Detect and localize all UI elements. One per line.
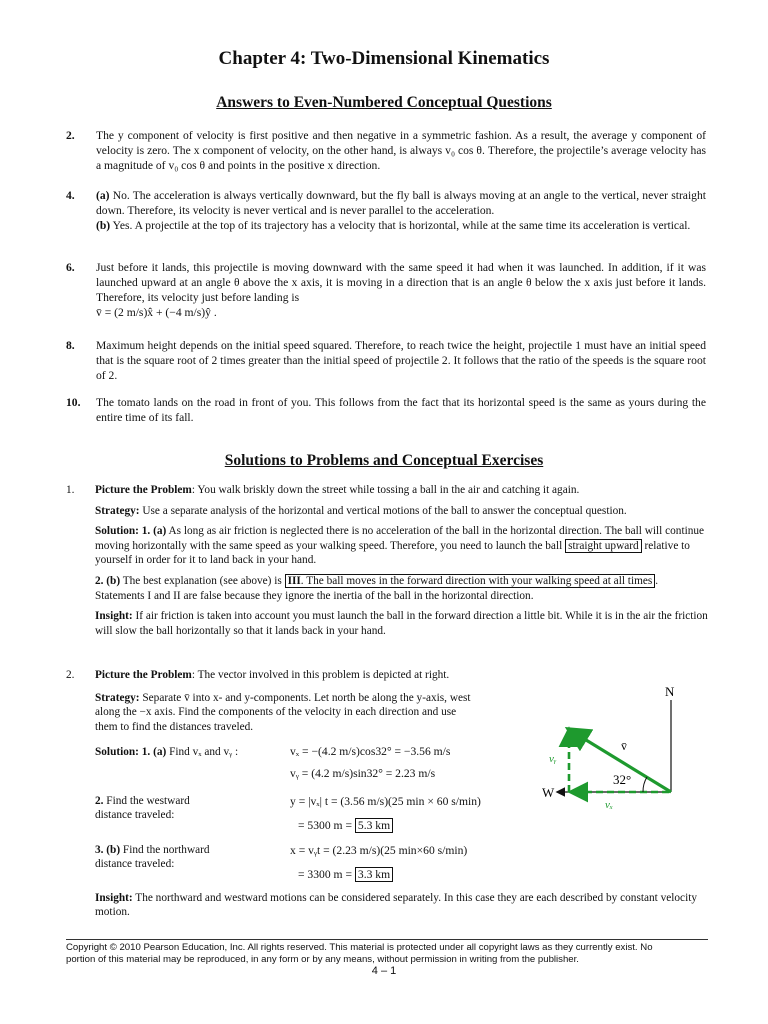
solution: Solution: 1. (a) As long as air friction is neglected there is no acceleration of the ball in the horizontal direction. The ball will continue moving horizontally with the same speed as your walking speed. Therefore, you need to launch the ball straight upward relative to yourself in order for it to land back in your hand. [95,525,705,567]
velocity-label: v̄ [621,739,627,753]
question-number: 8. [66,339,75,352]
answer-box: III. The ball moves in the forward direction with your walking speed at all times [285,574,656,588]
answer-box: 5.3 km [355,818,393,833]
strategy: Strategy: Use a separate analysis of the horizontal and vertical motions of the ball to answer the conceptual question. [95,504,627,517]
part-b-label: (b) [96,218,111,232]
equation-vx: vₓ = −(4.2 m/s)cos32° = −3.56 m/s [290,745,451,758]
equation-northward-result: = 3300 m = 3.3 km [298,868,393,882]
part-a-text: No. The acceleration is always vertically downward, but the fly ball is always moving at an angle to the vertical, never straight down. Therefore, its velocity is never vertical and is never parallel to the acceleration. [96,189,706,217]
solution-step-3: 3. (b) Find the northward distance traveled: [95,844,210,871]
north-label: N [665,684,675,699]
insight: Insight: The northward and westward motions can be considered separately. In this case they are each described by constant velocity motion. [95,892,697,919]
chapter-title: Chapter 4: Two-Dimensional Kinematics [218,48,550,69]
velocity-equation: v̄ = (2 m/s)x̂ + (−4 m/s)ŷ . [96,306,217,320]
vector-diagram [535,680,715,815]
equation-vy: vᵧ = (4.2 m/s)sin32° = 2.23 m/s [290,767,436,780]
vx-label: vₓ [605,799,614,811]
picture-the-problem: Picture the Problem: The vector involved in this problem is depicted at right. [95,669,450,681]
page-number: 4 – 1 [371,965,397,977]
problem-number: 1. [66,484,75,496]
question-text: The tomato lands on the road in front of you. This follows from the fact that its horizontal speed is the same as yours during the entire time of its fall. [96,396,706,424]
question-6 [66,261,706,321]
question-text: Maximum height depends on the initial speed squared. Therefore, to reach twice the height, projectile 1 must have an initial speed that is the square root of 2 times greater than the initial speed of projectile 2. It follows that the ratio of the speeds is the square root of 2. [96,339,706,382]
angle-arc [643,777,647,792]
answer-box: straight upward [565,539,642,553]
section-heading-solutions: Solutions to Problems and Conceptual Exercises [224,452,544,469]
solution-step-1: Solution: 1. (a) Find vₓ and vᵧ : [95,746,239,758]
section-heading-conceptual: Answers to Even-Numbered Conceptual Questions [216,94,552,111]
question-number: 2. [66,129,75,142]
picture-the-problem: Picture the Problem: You walk briskly down the street while tossing a ball in the air and catching it again. [95,484,580,496]
part-a-label: (a) [96,189,110,202]
question-4 [66,189,706,233]
vy-label: vᵧ [549,753,557,765]
question-number: 4. [66,189,75,202]
question-10 [66,396,706,426]
part-b-text: Yes. A projectile at the top of its trajectory has a velocity that is horizontal, while at the same time its acceleration is vertical. [112,218,691,232]
solution-step-2: 2. Find the westward distance traveled: [95,795,190,822]
insight: Insight: If air friction is taken into account you must launch the ball in the forward direction a little bit. While it is in the air the friction will slow the ball horizontally so that it lands back in your hand. [95,610,708,637]
question-2 [66,129,706,173]
copyright-footer: Copyright © 2010 Pearson Education, Inc. All rights reserved. This material is protected under all copyright laws as they currently exist. No portion of this material may be reproduced, in any form or by any means, without permission in writing from the publisher. [66,939,708,966]
equation-westward-result: = 5300 m = 5.3 km [298,819,393,833]
west-label: W [542,785,555,800]
strategy: Strategy: Separate v̄ into x- and y-components. Let north be along the y-axis, west along the −x axis. Find the components of the velocity in each direction and use them to find the distances traveled. [95,692,471,733]
angle-label: 32° [613,772,632,787]
question-8 [66,339,706,383]
problem-1 [66,483,708,638]
question-text: The y component of velocity is first positive and then negative in a symmetric fashion. As a result, the average y component of velocity is zero. The x component of velocity, on the other hand, is always v₀ cos θ. Therefore, the projectile’s average velocity has a magnitude of v₀ cos θ and points in the positive x direction. [96,129,706,172]
question-text: Just before it lands, this projectile is moving downward with the same speed it had when it was launched. In addition, if it was launched upward at an angle θ above the x axis, it is moving in a direction that is an angle θ below the x axis just before it lands. Therefore, its velocity just before landing is [96,261,706,304]
equation-northward: x = vᵧt = (2.23 m/s)(25 min×60 s/min) [290,844,468,857]
equation-westward: y = |vₓ| t = (3.56 m/s)(25 min × 60 s/min) [290,795,481,808]
answer-box: 3.3 km [355,867,393,882]
part-b-solution: 2. (b) The best explanation (see above) is III. The ball moves in the forward direction with your walking speed at all times . Statements I and II are false because they ignore the inertia of the ball in the horizontal direction. [95,574,659,602]
problem-number: 2. [66,669,75,681]
question-number: 10. [66,396,81,409]
question-number: 6. [66,261,75,274]
